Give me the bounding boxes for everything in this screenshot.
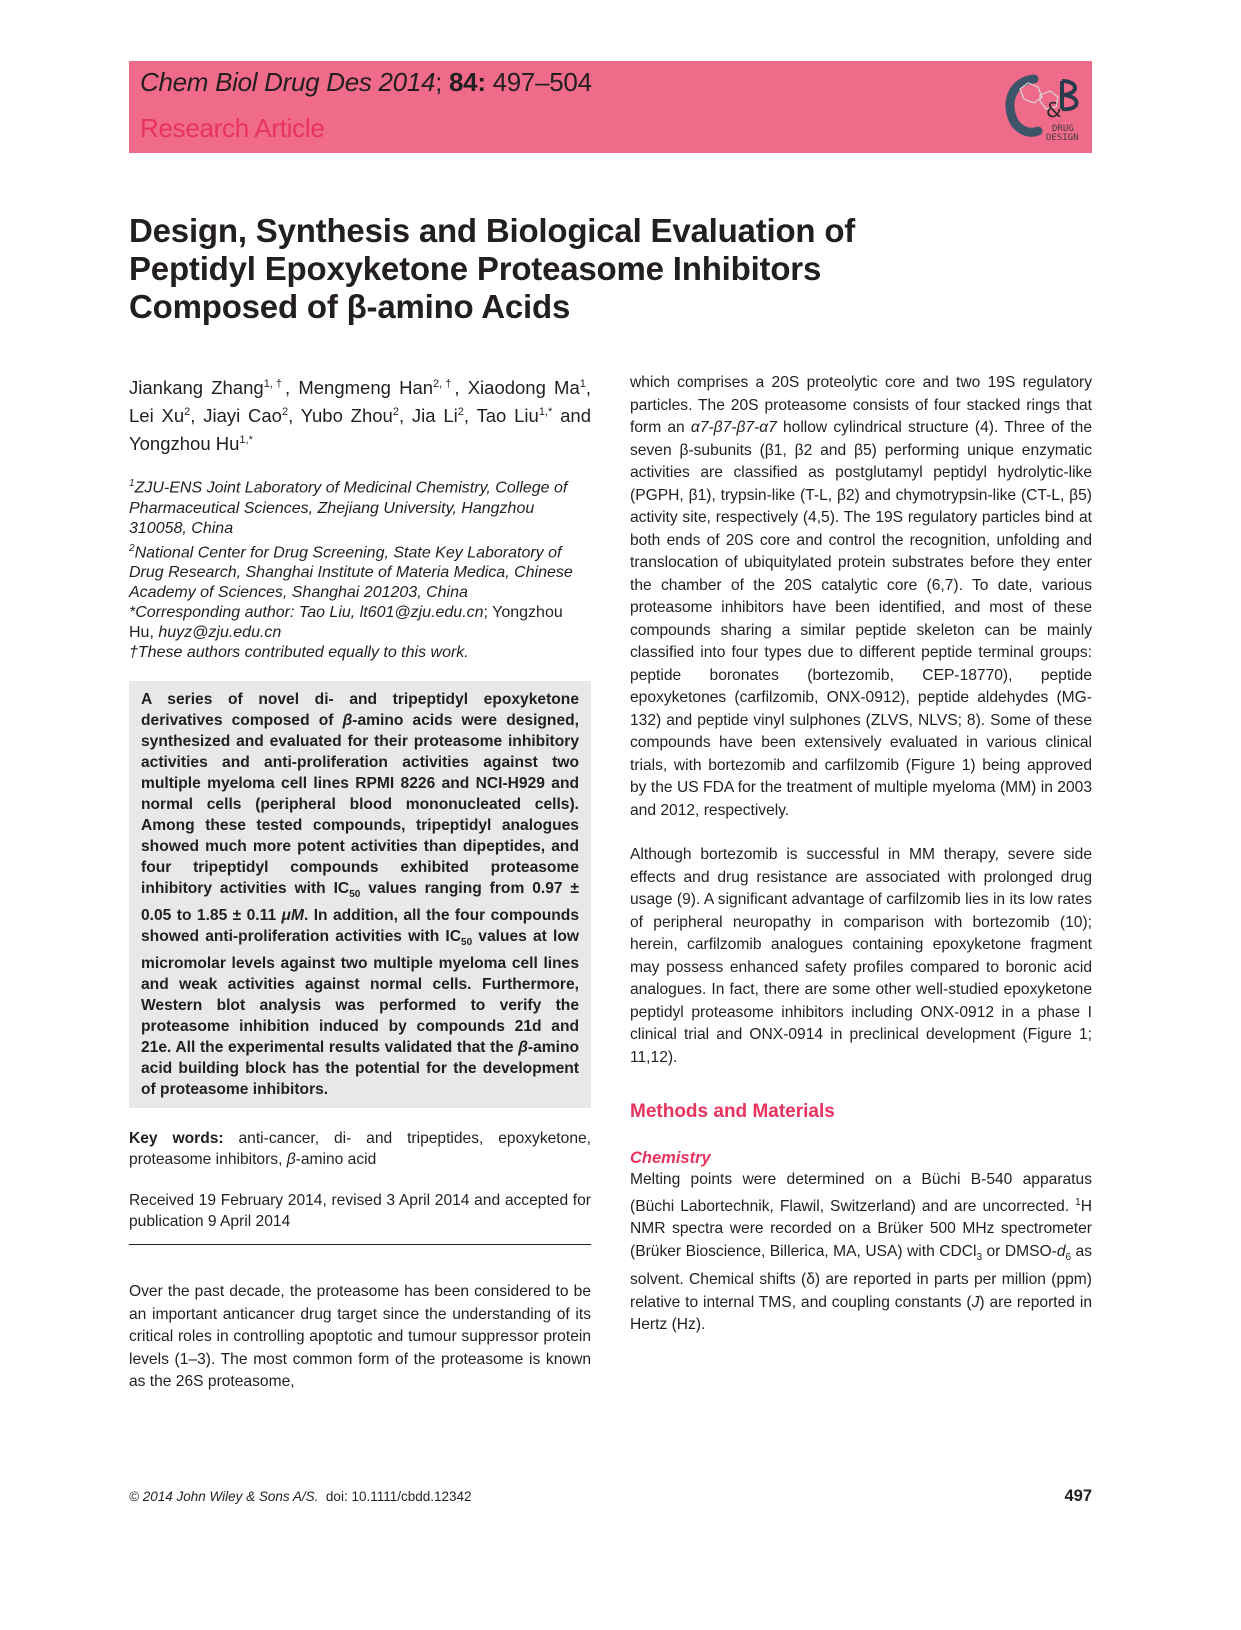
journal-logo-icon bbox=[1000, 69, 1084, 147]
subscript: 3 bbox=[976, 1251, 983, 1263]
body-text: hollow cylindrical structure (4). Three of the seven β-subunits (β1, β2 and β5) performing unique enzymatic activities are classified as postglutamyl peptidyl hydrolytic-like (PGPH, β1), trypsin-like (T-L, β2) and chymotrypsin-like (CT-L, β5) activity site, respectively (4,5). The 19S regulatory particles bind at both ends of 20S core and control the recognition, unfolding and translocation of ubiquitylated protein substrates before they enter the chamber of the 20S catalytic core (6,7). To date, various proteasome inhibitors have been identified, and most of these compounds sharing a similar peptide skeleton can be mainly classified into four types due to different peptide terminal groups: peptide boronates (bortezomib, CEP-18770), peptide epoxyketones (carfilzomib, ONX-0912), peptide aldehydes (MG-132) and peptide vinyl sulphones (ZLVS, NLVS; 8). Some of these compounds have been extensively evaluated in various clinical trials, with bortezomib and carfilzomib (Figure 1) being approved by the US FDA for the treatment of multiple myeloma (MM) in 2003 and 2012, respectively. bbox=[630, 419, 1092, 819]
italic-d: d bbox=[1056, 1242, 1066, 1260]
author-sup: 2,† bbox=[433, 378, 455, 390]
affil-text: ZJU-ENS Joint Laboratory of Medicinal Chemistry, College of Pharmaceutical Sciences, Zhejiang University, Hangzhou 310058, China bbox=[129, 479, 568, 537]
affil-sup: 1 bbox=[129, 478, 135, 490]
journal-name: Chem Biol Drug Des 2014 bbox=[140, 67, 436, 97]
journal-citation bbox=[140, 67, 592, 98]
abstract bbox=[129, 681, 591, 1108]
author: Lei Xu bbox=[129, 405, 185, 427]
author: Jia Li bbox=[411, 405, 458, 427]
subsection-heading: Chemistry bbox=[630, 1149, 711, 1167]
body-text: as solvent. Chemical shifts (δ) are reported in parts per million (ppm) relative to internal TMS, and coupling constants ( bbox=[630, 1242, 1092, 1311]
doi-link[interactable]: doi: 10.1111/cbdd.12342 bbox=[318, 1489, 472, 1504]
body-paragraph: Although bortezomib is successful in MM therapy, severe side effects and drug resistance are associated with prolonged drug usage (9). A significant advantage of carfilzomib lies in its low rates of peripheral neuropathy in comparison with bortezomib (10); herein, carfilzomib analogues containing epoxyketone fragment may possess enhanced safety profiles compared to boronic acid analogues. In fact, there are some other well-studied epoxyketone peptidyl proteasome inhibitors including ONX-0912 in a phase I clinical trial and ONX-0914 in preclinical development (Figure 1; 11,12). bbox=[630, 846, 1092, 1066]
author-list: Jiankang Zhang$^{1,\dagger}$, Mengmeng Han$^{2,\dagger}$, Xiaodong Ma$^1$, Lei Xu$^2$, Jiayi Cao$^2$, Yubo Zhou$^2$, Jia Li$^2$, Tao Liu$^{1,*}$ and Yongzhou $Hu^{1,*}$ bbox=[129, 377, 592, 455]
author-sup: 2 bbox=[392, 406, 399, 419]
email-link[interactable]: huyz@zju.edu.cn bbox=[158, 624, 282, 642]
abstract-text: -amino acid building block has the potential for the development of proteasome inhibitors. bbox=[141, 1039, 579, 1099]
affiliation-2 bbox=[129, 539, 591, 603]
body-paragraph bbox=[630, 372, 1092, 822]
author: Mengmeng Han bbox=[298, 377, 434, 399]
author: Jiayi Cao bbox=[203, 405, 282, 427]
journal-banner bbox=[129, 61, 1092, 153]
unit: μM bbox=[281, 907, 304, 925]
abstract-text: -amino acids were designed, synthesized and evaluated for their proteasome inhibitory activities and anti-proliferation activities against two multiple myeloma cell lines RPMI 8226 and NCI-H929 and normal cells (peripheral blood mononucleated cells). Among these tested compounds, tripeptidyl analogues showed much more potent activities than dipeptides, and four tripeptidyl compounds exhibited proteasome inhibitory activities with IC bbox=[141, 712, 579, 898]
beta-symbol: β bbox=[342, 712, 353, 730]
body-paragraph bbox=[630, 1169, 1092, 1337]
superscript: 1 bbox=[1075, 1196, 1081, 1208]
corresponding-author bbox=[129, 603, 591, 643]
body-text: ) are reported in Hertz (Hz). bbox=[630, 1293, 1092, 1334]
left-column bbox=[129, 372, 591, 1394]
article-type: Research Article bbox=[140, 113, 325, 143]
body-text: which comprises a 20S proteolytic core and two 19S regulatory particles. The 20S proteasome consists of four stacked rings that form an bbox=[630, 374, 1092, 436]
author-sup: 1,† bbox=[263, 378, 286, 390]
keywords bbox=[129, 1128, 591, 1170]
svg-text:&: & bbox=[1046, 98, 1062, 122]
ring-notation: α7-β7-β7-α7 bbox=[690, 419, 777, 436]
beta-symbol: β bbox=[518, 1039, 528, 1057]
svg-text:DESIGN: DESIGN bbox=[1046, 133, 1079, 143]
author: Xiaodong Ma bbox=[467, 377, 580, 399]
corresponding-label: *Corresponding author: Tao Liu, bbox=[129, 604, 360, 622]
subscript: 50 bbox=[461, 937, 473, 949]
keywords-label: Key words: bbox=[129, 1130, 224, 1148]
abstract-text: . In addition, all the four compounds showed anti-proliferation activities with IC bbox=[141, 907, 579, 946]
beta-symbol: β bbox=[286, 1151, 296, 1169]
affil-text: National Center for Drug Screening, State Key Laboratory of Drug Research, Shanghai Institute of Materia Medica, Chinese Academy of Sciences, Shanghai 201203, China bbox=[129, 544, 573, 602]
author-sup: 2 bbox=[457, 406, 464, 419]
article-title: Design, Synthesis and Biological Evaluation of Peptidyl Epoxyketone Proteasome Inhibitors Composed of β-amino Acids bbox=[129, 212, 856, 325]
affiliations bbox=[129, 474, 591, 663]
footer-copyright bbox=[129, 1489, 472, 1504]
intro-paragraph: Over the past decade, the proteasome has been considered to be an important anticancer drug target since the understanding of its critical roles in controlling apoptotic and tumour suppressor protein levels (1–3). The most common form of the proteasome is known as the 26S proteasome, bbox=[129, 1283, 591, 1391]
equal-contribution-note: †These authors contributed equally to this work. bbox=[129, 644, 469, 662]
email-link[interactable]: lt601@zju.edu.cn bbox=[359, 604, 484, 622]
author-sup: 2 bbox=[184, 406, 191, 419]
affil-sup: 2 bbox=[129, 542, 135, 554]
right-column bbox=[630, 372, 1092, 1337]
abstract-text: values ranging from 0.97 ± 0.05 to 1.85 ± 0.11 bbox=[141, 880, 579, 925]
body-text: or DMSO- bbox=[982, 1242, 1057, 1260]
author: Yongzhou Hu bbox=[129, 433, 240, 455]
author-sup: 1,* bbox=[239, 434, 253, 447]
subscript: 50 bbox=[349, 889, 361, 901]
svg-text:DRUG: DRUG bbox=[1052, 124, 1074, 134]
received-dates: Received 19 February 2014, revised 3 April 2014 and accepted for publication 9 April 2014 bbox=[129, 1190, 591, 1245]
author: Tao Liu bbox=[476, 405, 539, 427]
corresponding-mid: ; Yongzhou Hu, bbox=[129, 604, 563, 642]
italic-j: J bbox=[971, 1293, 980, 1311]
author: Yubo Zhou bbox=[300, 405, 393, 427]
page-range: 497–504 bbox=[485, 67, 592, 97]
separator: ; bbox=[435, 67, 449, 97]
keywords-text: -amino acid bbox=[295, 1151, 377, 1169]
subscript: 6 bbox=[1065, 1251, 1072, 1263]
affiliation-1 bbox=[129, 474, 591, 538]
abstract-text: values at low micromolar levels against two multiple myeloma cell lines and weak activities against normal cells. Furthermore, Western blot analysis was performed to verify the proteasome inhibition induced by compounds 21d and 21e. All the experimental results validated that the bbox=[141, 928, 579, 1057]
author-sup: 1 bbox=[579, 378, 586, 390]
page-number: 497 bbox=[1064, 1487, 1092, 1505]
author: Jiankang Zhang bbox=[129, 377, 264, 399]
body-text: H NMR spectra were recorded on a Brüker 500 MHz spectrometer (Brüker Bioscience, Billerica, MA, USA) with CDCl bbox=[630, 1197, 1092, 1260]
author-sup: 2 bbox=[281, 406, 289, 419]
body-text: Melting points were determined on a Büchi B-540 apparatus (Büchi Labortechnik, Flawil, Switzerland) and are uncorrected. bbox=[630, 1171, 1092, 1215]
copyright: © 2014 John Wiley & Sons A/S. bbox=[129, 1489, 319, 1504]
author-sup: 1,* bbox=[538, 406, 553, 419]
abstract-text: A series of novel di- and tripeptidyl epoxyketone derivatives composed of bbox=[141, 691, 579, 730]
volume: 84: bbox=[449, 67, 486, 97]
section-heading: Methods and Materials bbox=[630, 1101, 835, 1122]
keywords-text: anti-cancer, di- and tripeptides, epoxyketone, proteasome inhibitors, bbox=[129, 1130, 591, 1169]
